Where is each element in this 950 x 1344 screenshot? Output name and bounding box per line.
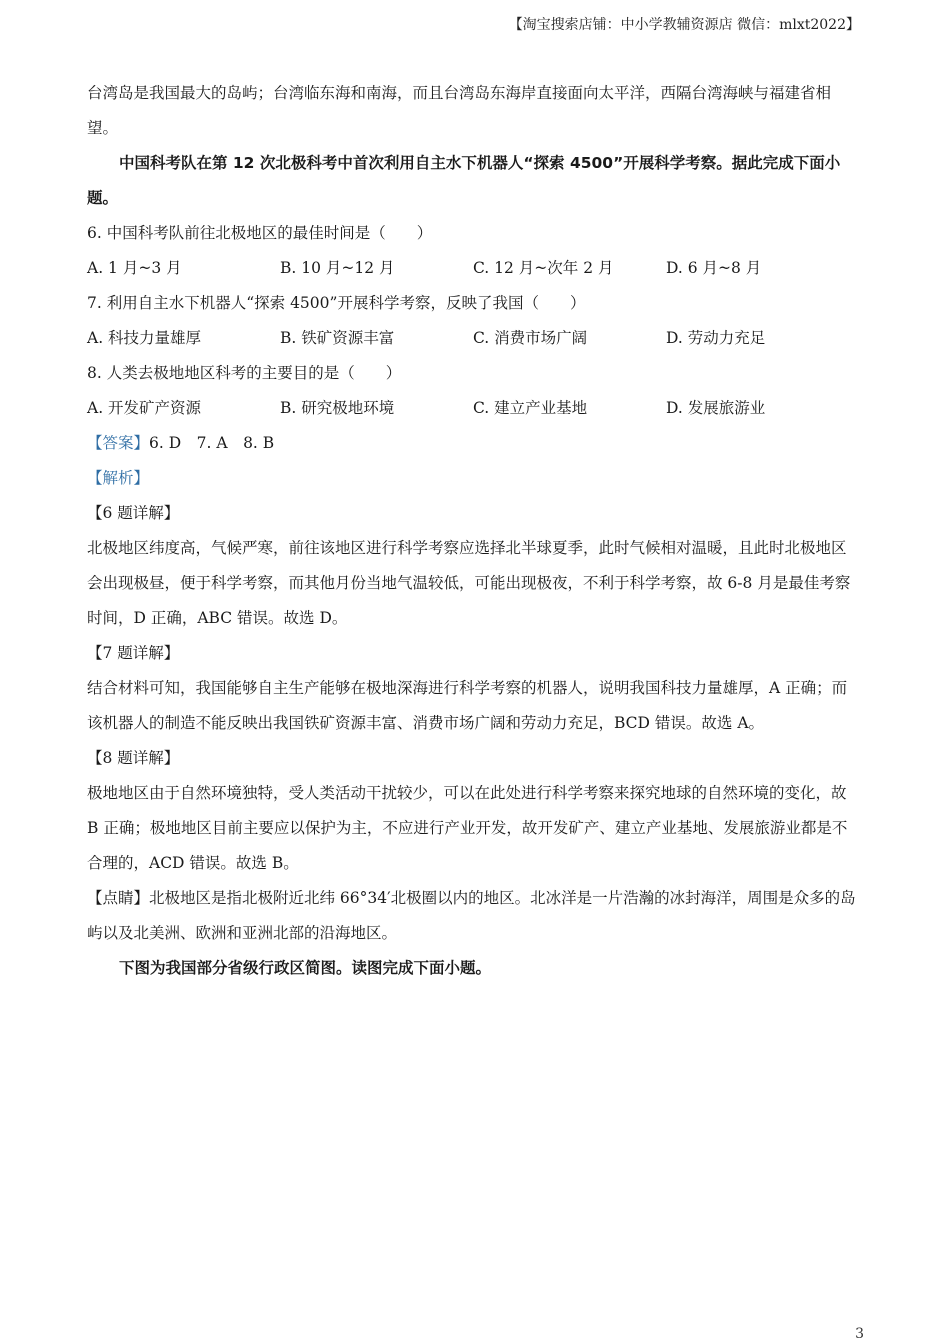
option-d: D. 6 月~8 月	[666, 259, 762, 277]
option-b: B. 铁矿资源丰富	[280, 329, 395, 347]
option-c: C. 消费市场广阔	[473, 329, 588, 347]
question-6: 6. 中国科考队前往北极地区的最佳时间是（ ）	[87, 224, 433, 242]
question-stem-1: 中国科考队在第 12 次北极科考中首次利用自主水下机器人“探索 4500”开展科学考察。据此完成下面小题。	[87, 154, 841, 207]
detail-7-title: 【7 题详解】	[87, 644, 180, 662]
document-body	[87, 76, 859, 986]
question-6-options	[87, 251, 859, 286]
answer-label: 【答案】	[87, 434, 150, 452]
detail-8-title: 【8 题详解】	[87, 749, 180, 767]
page-header: 【淘宝搜索店铺：中小学教辅资源店 微信：mlxt2022】	[508, 17, 860, 33]
option-d: D. 发展旅游业	[666, 399, 766, 417]
detail-8-text: 极地地区由于自然环境独特，受人类活动干扰较少，可以在此处进行科学考察来探究地球的自然环境的变化，故 B 正确；极地地区目前主要应以保护为主，不应进行产业开发，故开发矿产、建立产业基地、发展旅游业都是不合理的，ACD 错误。故选 B。	[87, 784, 848, 872]
question-7: 7. 利用自主水下机器人“探索 4500”开展科学考察，反映了我国（ ）	[87, 294, 586, 312]
detail-7-text: 结合材料可知，我国能够自主生产能够在极地深海进行科学考察的机器人，说明我国科技力量雄厚，A 正确；而该机器人的制造不能反映出我国铁矿资源丰富、消费市场广阔和劳动力充足，BCD 错误。故选 A。	[87, 679, 848, 732]
question-8: 8. 人类去极地地区科考的主要目的是（ ）	[87, 364, 402, 382]
detail-6-title: 【6 题详解】	[87, 504, 180, 522]
question-stem-2: 下图为我国部分省级行政区简图。读图完成下面小题。	[119, 959, 492, 977]
option-c: C. 建立产业基地	[473, 399, 588, 417]
intro-paragraph: 台湾岛是我国最大的岛屿；台湾临东海和南海，而且台湾岛东海岸直接面向太平洋，西隔台湾海峡与福建省相望。	[87, 84, 832, 137]
answer-line	[87, 426, 859, 461]
key-point: 【点睛】北极地区是指北极附近北纬 66°34′北极圈以内的地区。北冰洋是一片浩瀚的冰封海洋，周围是众多的岛屿以及北美洲、欧洲和亚洲北部的沿海地区。	[87, 889, 856, 942]
page-number: 3	[855, 1326, 864, 1342]
option-b: B. 研究极地环境	[280, 399, 395, 417]
option-a: A. 开发矿产资源	[87, 399, 202, 417]
option-a: A. 1 月~3 月	[87, 259, 182, 277]
question-8-options	[87, 391, 859, 426]
detail-6-text: 北极地区纬度高，气候严寒，前往该地区进行科学考察应选择北半球夏季，此时气候相对温暖，且此时北极地区会出现极昼，便于科学考察，而其他月份当地气温较低，可能出现极夜，不利于科学考察，故 6-8 月是最佳考察时间，D 正确，ABC 错误。故选 D。	[87, 539, 851, 627]
option-d: D. 劳动力充足	[666, 329, 766, 347]
option-b: B. 10 月~12 月	[280, 259, 395, 277]
option-c: C. 12 月~次年 2 月	[473, 259, 614, 277]
question-7-options	[87, 321, 859, 356]
analysis-label: 【解析】	[87, 469, 150, 487]
option-a: A. 科技力量雄厚	[87, 329, 202, 347]
answer-text: 6. D 7. A 8. B	[149, 434, 275, 452]
